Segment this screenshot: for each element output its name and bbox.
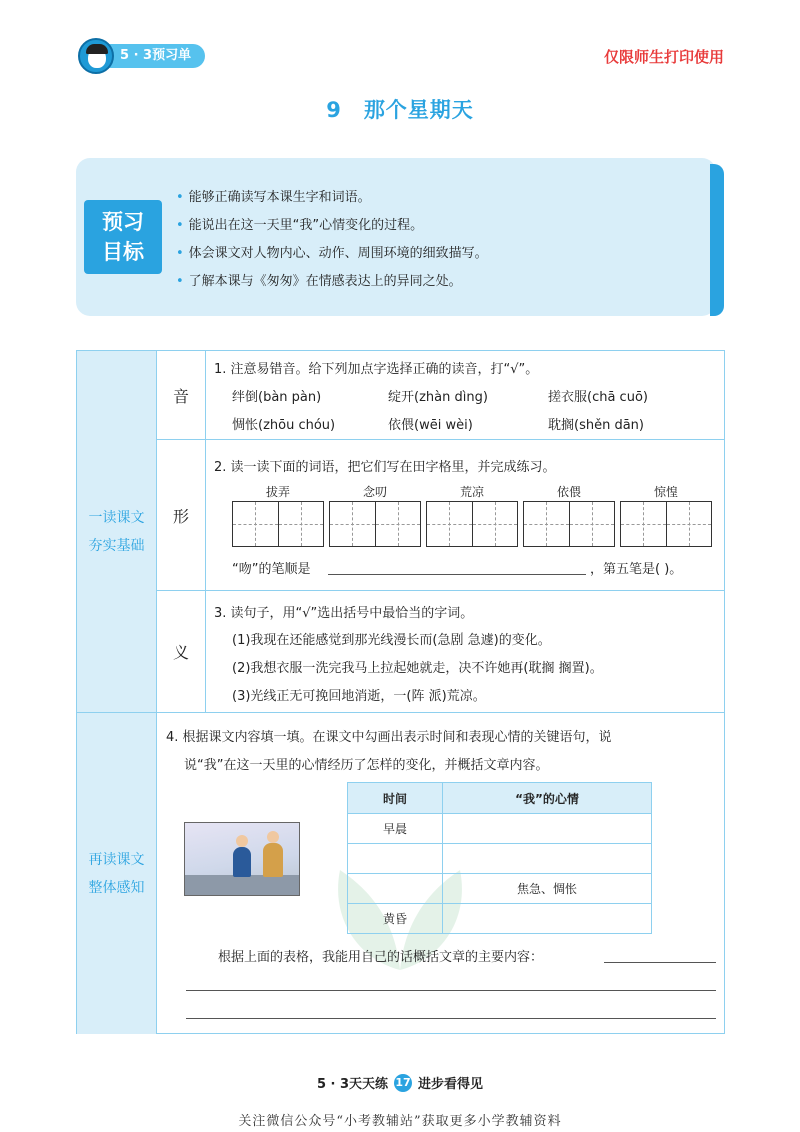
answer-line[interactable] — [328, 574, 586, 575]
child-figure — [233, 847, 251, 877]
word-label: 念叨 — [362, 485, 387, 499]
answer-line[interactable] — [186, 990, 716, 991]
avatar — [78, 38, 114, 74]
goal-item: • 能够正确读写本课生字和词语。 — [176, 188, 488, 216]
shape-tag: 形 — [157, 440, 206, 591]
mood-cell[interactable] — [443, 904, 652, 934]
table-row — [348, 844, 652, 874]
tianzige-grid[interactable] — [620, 501, 712, 547]
tianzige-grid[interactable] — [426, 501, 518, 547]
goal-item: • 体会课文对人物内心、动作、周围环境的细致描写。 — [176, 244, 488, 272]
goals-list — [176, 188, 488, 300]
section-label-overview — [77, 712, 157, 1034]
stroke-prompt: “吻”的笔顺是 — [232, 562, 311, 577]
pinyin-option[interactable]: 绊倒(bàn pàn) — [232, 390, 322, 405]
goals-label-line2: 目标 — [102, 240, 144, 264]
pinyin-option[interactable]: 绽开(zhàn dìng) — [388, 390, 488, 405]
word-label: 荒凉 — [459, 485, 484, 499]
question-4-line1: 4. 根据课文内容填一填。在课文中勾画出表示时间和表现心情的关键语句，说 — [166, 730, 612, 745]
lesson-number: 9 — [326, 98, 342, 122]
question-2: 2. 读一读下面的词语，把它们写在田字格里，并完成练习。 — [214, 460, 556, 475]
meaning-item[interactable]: (2)我想衣服一洗完我马上拉起她就走，决不许她再(耽搁 搁置)。 — [232, 661, 603, 676]
section-label-basics — [77, 351, 157, 712]
stroke-suffix: ，第五笔是( )。 — [590, 562, 683, 577]
mother-figure — [263, 843, 283, 877]
summary-prompt: 根据上面的表格，我能用自己的话概括文章的主要内容： — [218, 950, 544, 965]
meaning-tag: 义 — [157, 591, 206, 712]
table-header: 时间 — [348, 783, 443, 814]
goal-item: • 能说出在这一天里“我”心情变化的过程。 — [176, 216, 488, 244]
question-4-line2: 说“我”在这一天里的心情经历了怎样的变化，并概括文章内容。 — [184, 758, 549, 773]
word-label: 依偎 — [556, 485, 581, 499]
tianzige-grid[interactable] — [329, 501, 421, 547]
question-3: 3. 读句子，用“√”选出括号中最恰当的字词。 — [214, 606, 474, 621]
story-illustration — [184, 822, 300, 896]
table-row — [348, 874, 652, 904]
pinyin-option[interactable]: 依偎(wēi wèi) — [388, 418, 473, 433]
table-row — [348, 904, 652, 934]
footer-slogan: 进步看得见 — [418, 1077, 484, 1092]
tianzige-grid[interactable] — [523, 501, 615, 547]
meaning-item[interactable]: (1)我现在还能感觉到那光线漫长而(急剧 急遽)的变化。 — [232, 633, 551, 648]
section-label-line2: 整体感知 — [88, 879, 145, 896]
meaning-item[interactable]: (3)光线正无可挽回地消逝，一(阵 派)荒凉。 — [232, 689, 486, 704]
goals-panel-edge — [710, 164, 724, 316]
badge-label: 5 · 3预习单 — [98, 44, 205, 68]
section-label-line1: 再读课文 — [88, 851, 145, 868]
mood-cell[interactable] — [443, 814, 652, 844]
pinyin-option[interactable]: 耽搁(shěn dān) — [548, 418, 644, 433]
header-badge — [78, 40, 205, 72]
time-cell[interactable]: 早晨 — [348, 814, 443, 844]
section-label-line1: 一读课文 — [88, 509, 145, 526]
answer-line[interactable] — [604, 962, 716, 963]
time-cell[interactable]: 黄昏 — [348, 904, 443, 934]
divider — [157, 439, 724, 440]
goals-label-line1: 预习 — [102, 210, 144, 234]
table-header: “我”的心情 — [443, 783, 652, 814]
mood-table — [347, 782, 652, 934]
footer-series: 5 · 3天天练 — [316, 1077, 389, 1092]
pinyin-option[interactable]: 搓衣服(chā cuō) — [548, 390, 648, 405]
mood-cell[interactable]: 焦急、惆怅 — [443, 874, 652, 904]
footer-note: 关注微信公众号“小考教辅站”获取更多小学教辅资料 — [238, 1114, 562, 1129]
word-label: 拔弄 — [265, 485, 290, 499]
table-row — [348, 814, 652, 844]
time-cell[interactable] — [348, 844, 443, 874]
pinyin-option[interactable]: 惆怅(zhōu chóu) — [232, 418, 336, 433]
time-cell[interactable] — [348, 874, 443, 904]
footer — [0, 1073, 800, 1092]
page-title — [0, 94, 800, 124]
question-1: 1. 注意易错音。给下列加点字选择正确的读音，打“√”。 — [214, 362, 539, 377]
page-number: 17 — [394, 1074, 412, 1092]
divider — [157, 712, 724, 713]
print-note: 仅限师生打印使用 — [603, 48, 724, 66]
tianzige-grid[interactable] — [232, 501, 324, 547]
sound-tag: 音 — [157, 351, 206, 440]
mood-cell[interactable] — [443, 844, 652, 874]
word-label: 惊惶 — [653, 485, 678, 499]
section-label-line2: 夯实基础 — [88, 537, 145, 554]
lesson-title: 那个星期天 — [363, 98, 474, 122]
divider — [157, 590, 724, 591]
goals-label — [84, 200, 162, 274]
goal-item: • 了解本课与《匆匆》在情感表达上的异同之处。 — [176, 272, 488, 300]
answer-line[interactable] — [186, 1018, 716, 1019]
